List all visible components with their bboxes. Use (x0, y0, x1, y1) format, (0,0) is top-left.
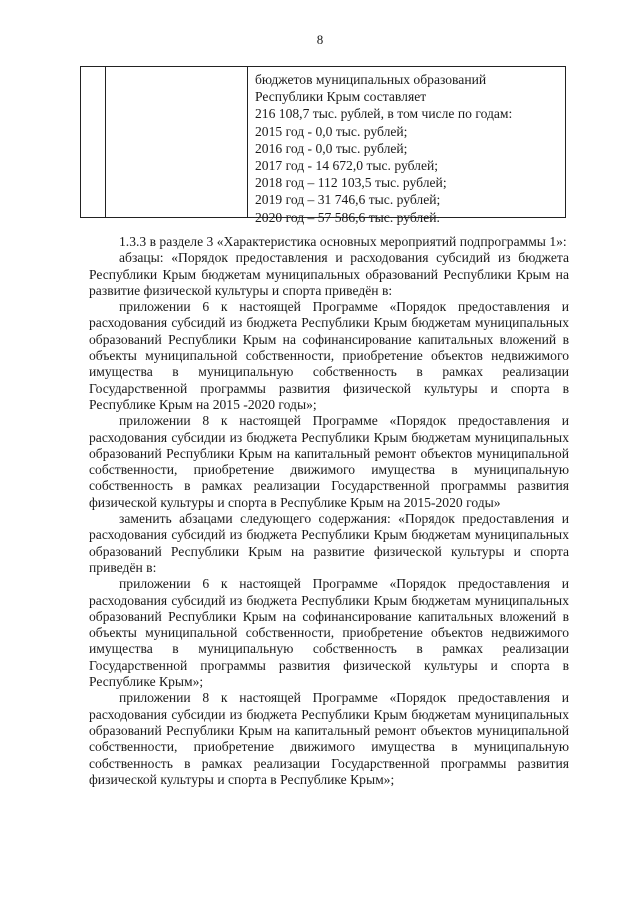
page-number: 8 (316, 32, 324, 47)
table-column-divider (105, 67, 106, 217)
funding-table (80, 66, 566, 225)
body-paragraph: приложении 8 к настоящей Программе «Порядок предоставления и расходования субсидии из бюджета Республики Крым бюджетам муниципальных образований Республики Крым на капитальный ремонт объектов муниципальной собственности, приобретение движимого имущества в муниципальную собственность в рамках реализации Государственной программы развития физической культуры и спорта в Республике Крым на 2015-2020 годы» (89, 413, 569, 510)
body-paragraph: приложении 8 к настоящей Программе «Порядок предоставления и расходования субсидии из бюджета Республики Крым бюджетам муниципальных образований Республики Крым на капитальный ремонт объектов муниципальной собственности, приобретение движимого имущества в муниципальную собственность в рамках реализации Государственной программы развития физической культуры и спорта в Республике Крым»; (89, 690, 569, 787)
table-cell-funding (255, 71, 561, 226)
body-paragraph: заменить абзацами следующего содержания: «Порядок предоставления и расходования субсидий из бюджета Республики Крым бюджетам муниципальных образований Республики Крым на развитие физической культуры и спорта приведён в: (89, 511, 569, 575)
table-cell-line: 2018 год – 112 103,5 тыс. рублей; (255, 175, 447, 191)
table-column-divider (247, 67, 248, 217)
table-cell-line: 2017 год - 14 672,0 тыс. рублей; (255, 158, 439, 174)
table-cell-line: бюджетов муниципальных образований (255, 72, 487, 87)
document-body (89, 234, 569, 788)
section-heading-paragraph: 1.3.3 в разделе 3 «Характеристика основных мероприятий подпрограммы 1»: (119, 234, 567, 249)
table-cell-line: 216 108,7 тыс. рублей, в том числе по годам: (255, 106, 513, 122)
table-cell-line: 2016 год - 0,0 тыс. рублей; (255, 140, 408, 156)
body-paragraph: абзацы: «Порядок предоставления и расходования субсидий из бюджета Республики Крым бюджетам муниципальных образований Республики Крым на развитие физической культуры и спорта приведён в: (89, 250, 569, 298)
table-cell-line: 2020 год – 57 586,6 тыс. рублей. (255, 209, 440, 225)
body-paragraph: приложении 6 к настоящей Программе «Порядок предоставления и расходования субсидий из бюджета Республики Крым бюджетам муниципальных образований Республики Крым на софинансирование капитальных вложений в объекты муниципальной собственности, приобретение объектов недвижимого имущества в муниципальную собственность в рамках реализации Государственной программы развития физической культуры и спорта в Республике Крым»; (89, 576, 569, 690)
table-cell-line: 2019 год – 31 746,6 тыс. рублей; (255, 192, 441, 208)
body-paragraph: приложении 6 к настоящей Программе «Порядок предоставления и расходования субсидий из бюджета Республики Крым бюджетам муниципальных образований Республики Крым на софинансирование капитальных вложений в объекты муниципальной собственности, приобретение объектов недвижимого имущества в муниципальную собственность в рамках реализации Государственной программы развития физической культуры и спорта в Республике Крым на 2015 -2020 годы»; (89, 299, 569, 412)
table-cell-line: Республики Крым составляет (255, 89, 427, 105)
table-cell-line: 2015 год - 0,0 тыс. рублей; (255, 123, 408, 139)
